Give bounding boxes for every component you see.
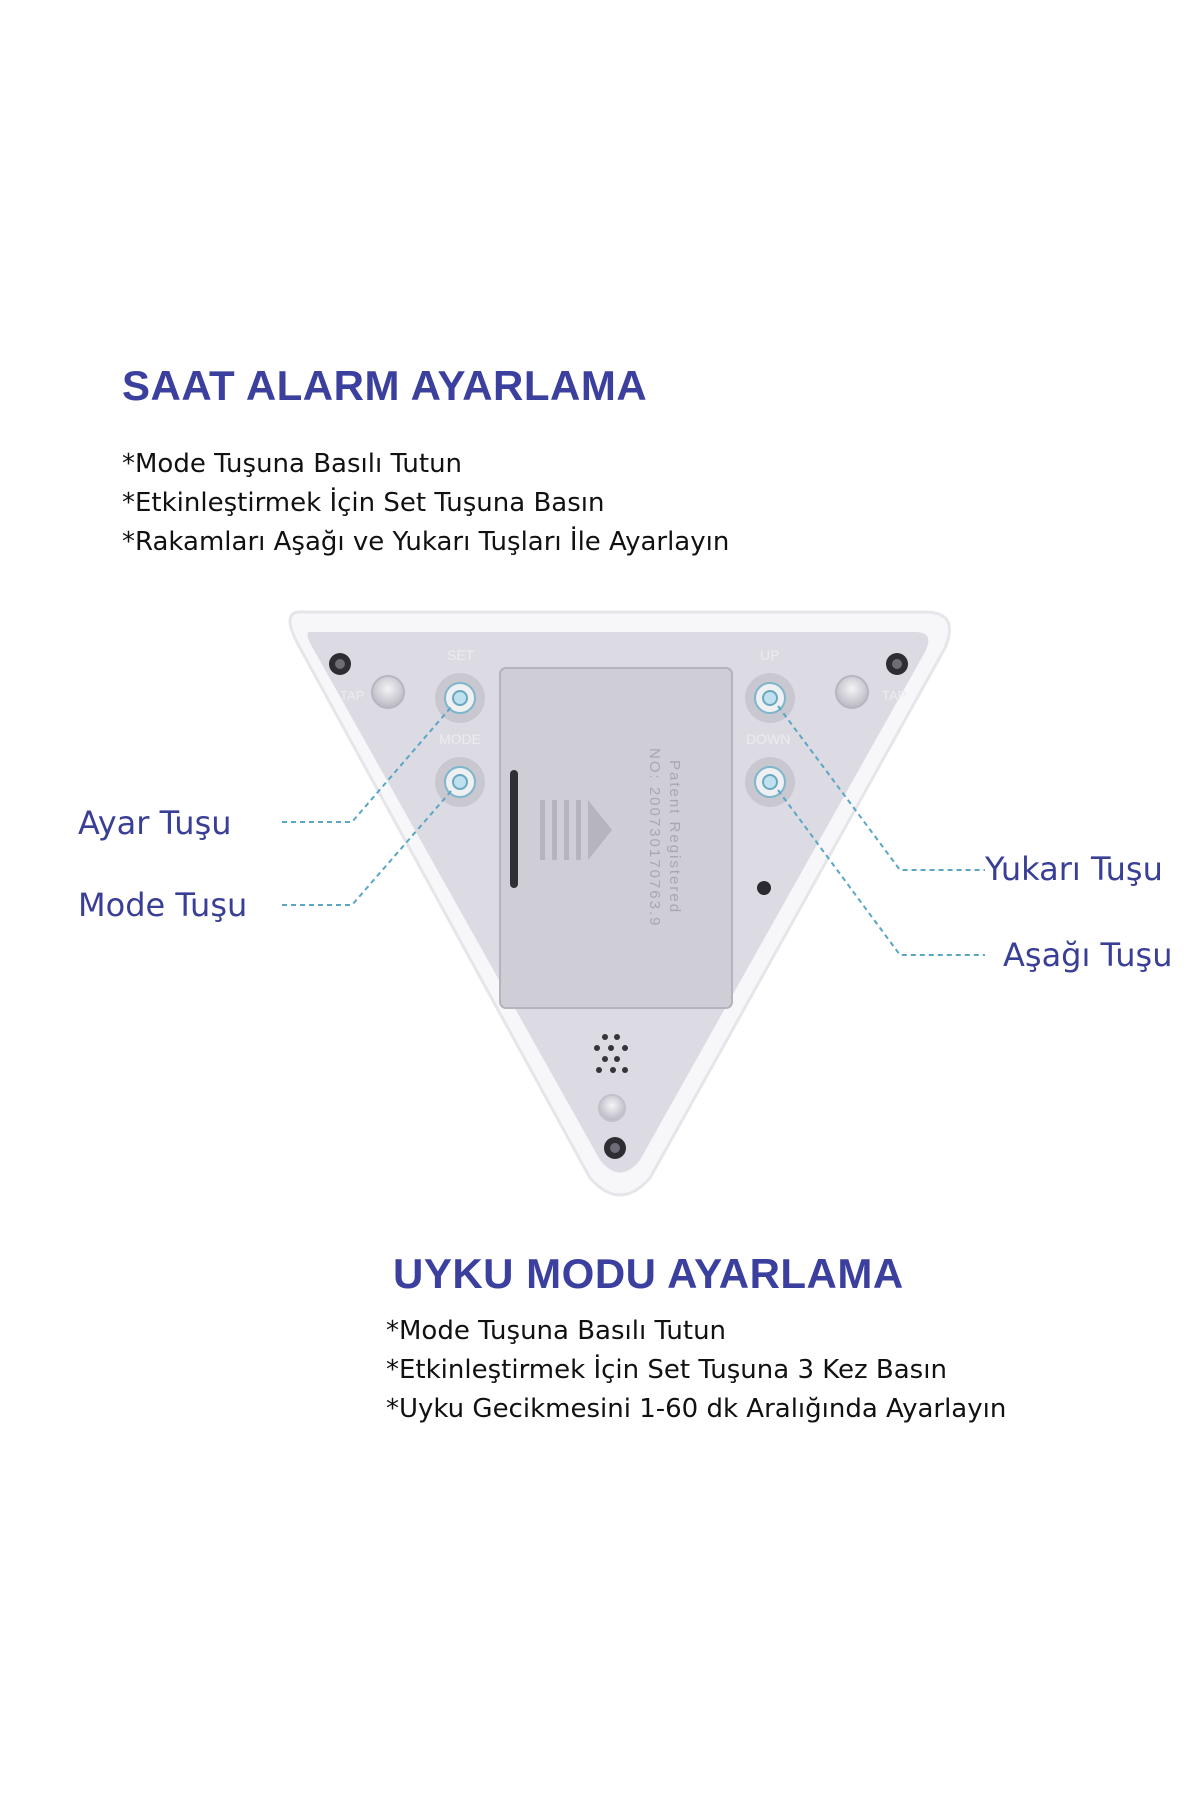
- yukari-tusu-label: Yukarı Tuşu: [985, 850, 1163, 888]
- clock-alarm-title: SAAT ALARM AYARLAMA: [122, 362, 648, 409]
- screw-icon: [886, 653, 908, 675]
- tap-label-right: TAP: [882, 688, 907, 703]
- screw-icon: [329, 653, 351, 675]
- patent-number: NO: 200730170763.9: [646, 748, 663, 928]
- sleep-mode-step: *Mode Tuşuna Basılı Tutun: [386, 1316, 727, 1346]
- patent-text: Patent Registered: [666, 760, 683, 915]
- asagi-tusu-label: Aşağı Tuşu: [1003, 936, 1173, 974]
- light-sensor: [599, 1095, 625, 1121]
- clock-alarm-step: *Rakamları Aşağı ve Yukarı Tuşları İle Ayarlayın: [122, 527, 730, 557]
- tap-label-left: TAP: [340, 688, 365, 703]
- tap-button-right[interactable]: [836, 676, 868, 708]
- down-label: DOWN: [746, 731, 791, 747]
- tap-button-left[interactable]: [372, 676, 404, 708]
- up-label: UP: [760, 647, 780, 663]
- mode-tusu-label: Mode Tuşu: [78, 886, 248, 924]
- sleep-mode-steps: [386, 1312, 1006, 1429]
- up-button[interactable]: [745, 673, 795, 723]
- clock-alarm-step: *Mode Tuşuna Basılı Tutun: [122, 449, 463, 479]
- down-button[interactable]: [745, 757, 795, 807]
- mode-label: MODE: [439, 731, 481, 747]
- reset-hole: [757, 881, 771, 895]
- clock-alarm-step: *Etkinleştirmek İçin Set Tuşuna Basın: [122, 488, 605, 518]
- sleep-mode-step: *Etkinleştirmek İçin Set Tuşuna 3 Kez Basın: [386, 1355, 947, 1385]
- sleep-mode-title: UYKU MODU AYARLAMA: [393, 1250, 904, 1297]
- screw-icon: [604, 1137, 626, 1159]
- sleep-mode-step: *Uyku Gecikmesini 1-60 dk Aralığında Ayarlayın: [386, 1394, 1007, 1424]
- battery-cover[interactable]: [500, 668, 732, 1008]
- set-label: SET: [447, 647, 475, 663]
- ayar-tusu-label: Ayar Tuşu: [78, 804, 232, 842]
